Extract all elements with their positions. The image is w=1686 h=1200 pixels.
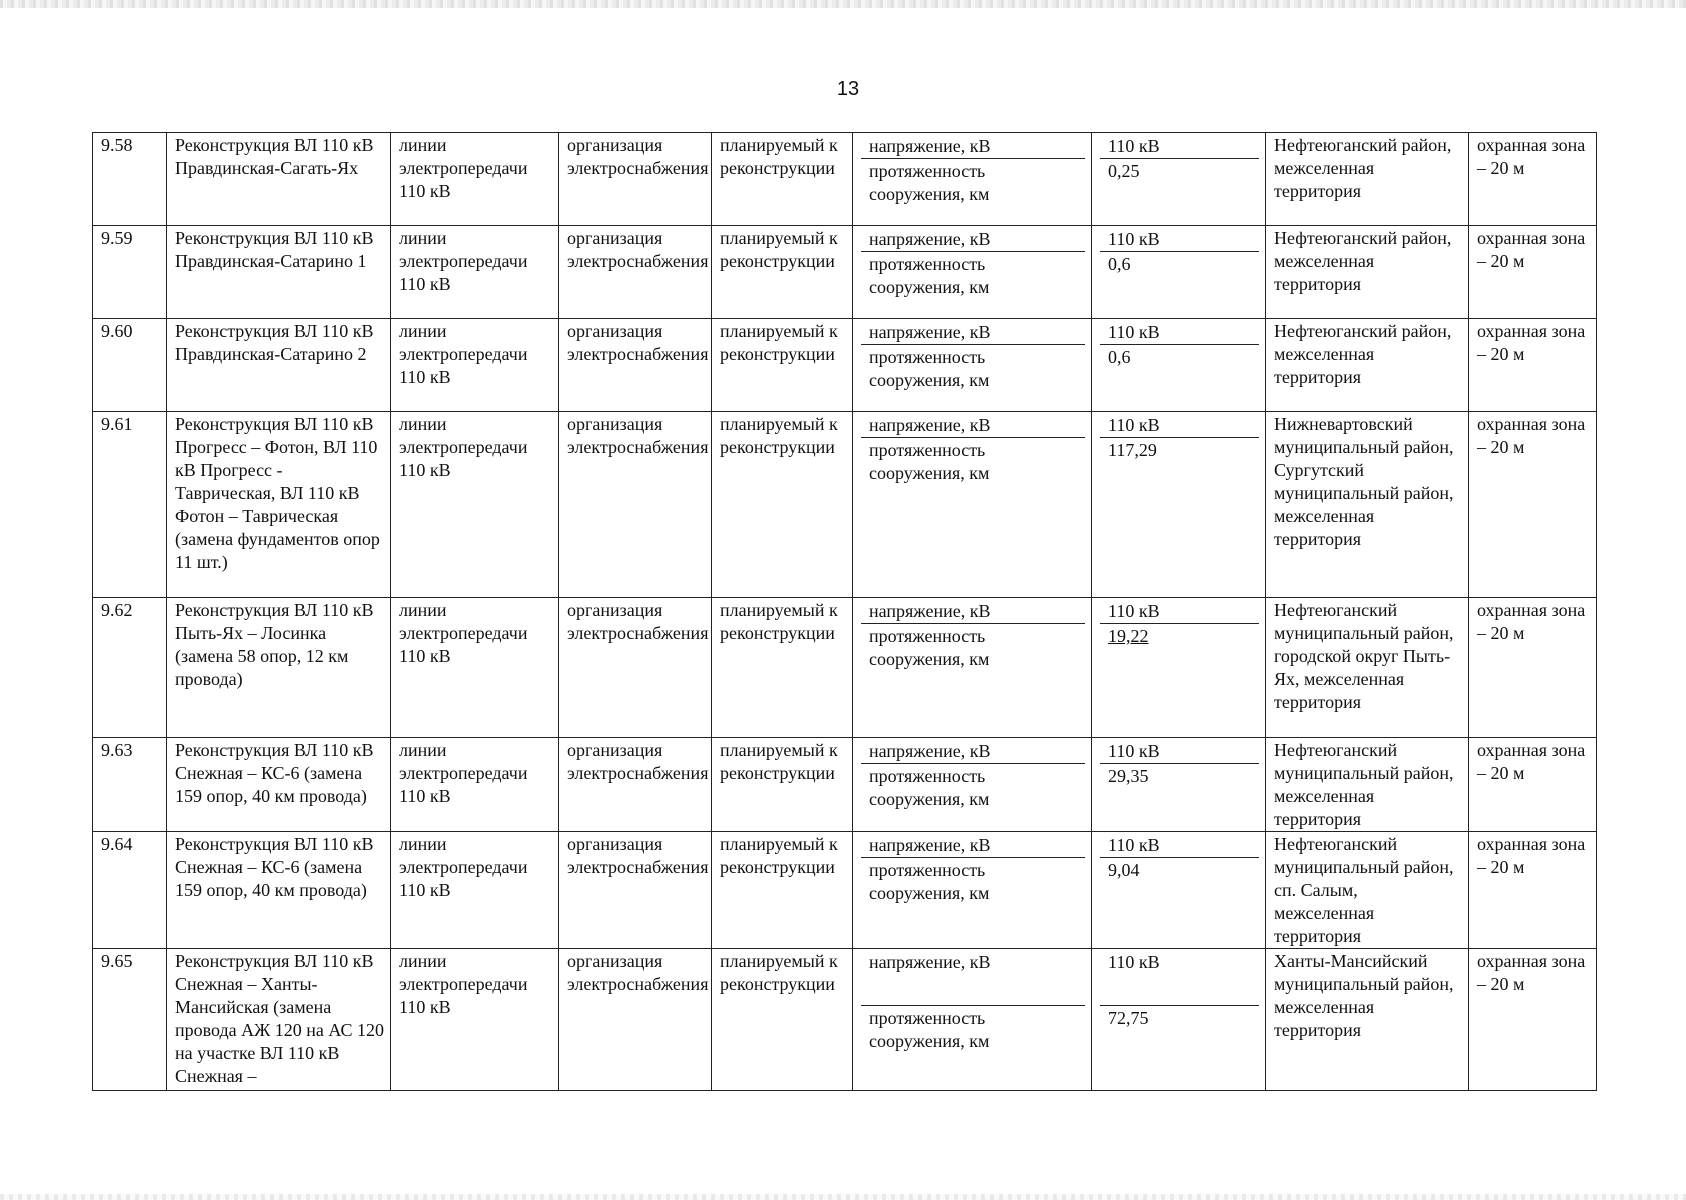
object-name: Реконструкция ВЛ 110 кВ Прогресс – Фотон, ВЛ 110 кВ Прогресс - Таврическая, ВЛ 110 кВ Фотон – Таврическая (замена фундаментов опор 11 шт.) xyxy=(167,412,391,598)
parameter-length-value: 0,25 xyxy=(1108,161,1140,181)
parameters-cell xyxy=(853,598,1092,738)
table-row xyxy=(93,738,1597,832)
object-zone: охранная зона – 20 м xyxy=(1469,412,1597,598)
row-number: 9.59 xyxy=(93,226,167,319)
object-purpose: организация электроснабжения xyxy=(559,319,712,412)
parameter-length-label: протяженность сооружения, км xyxy=(869,860,990,903)
object-zone: охранная зона – 20 м xyxy=(1469,133,1597,226)
values-cell xyxy=(1092,133,1266,226)
values-cell xyxy=(1092,598,1266,738)
object-type: линии электропередачи 110 кВ xyxy=(391,598,559,738)
parameters-cell xyxy=(853,226,1092,319)
object-status: планируемый к реконструкции xyxy=(712,133,853,226)
parameter-length-value: 19,22 xyxy=(1108,626,1149,646)
parameter-voltage-value: 110 кВ xyxy=(1100,833,1259,858)
parameter-length-label: протяженность сооружения, км xyxy=(869,766,990,809)
object-zone: охранная зона – 20 м xyxy=(1469,319,1597,412)
object-status: планируемый к реконструкции xyxy=(712,598,853,738)
object-name: Реконструкция ВЛ 110 кВ Правдинская-Сагать-Ях xyxy=(167,133,391,226)
parameter-voltage-label: напряжение, кВ xyxy=(861,134,1085,159)
object-name: Реконструкция ВЛ 110 кВ Пыть-Ях – Лосинка (замена 58 опор, 12 км провода) xyxy=(167,598,391,738)
parameter-voltage-label: напряжение, кВ xyxy=(861,739,1085,764)
object-type: линии электропередачи 110 кВ xyxy=(391,319,559,412)
object-zone: охранная зона – 20 м xyxy=(1469,226,1597,319)
row-number: 9.62 xyxy=(93,598,167,738)
scan-edge-top xyxy=(0,0,1686,8)
object-type: линии электропередачи 110 кВ xyxy=(391,133,559,226)
parameter-length-value: 0,6 xyxy=(1108,254,1131,274)
parameter-length-label: протяженность сооружения, км xyxy=(869,161,990,204)
object-location: Нефтеюганский муниципальный район, городской округ Пыть-Ях, межселенная территория xyxy=(1266,598,1469,738)
parameters-cell xyxy=(853,412,1092,598)
object-status: планируемый к реконструкции xyxy=(712,949,853,1091)
object-type: линии электропередачи 110 кВ xyxy=(391,226,559,319)
object-location: Нефтеюганский муниципальный район, сп. Салым, межселенная территория xyxy=(1266,832,1469,949)
parameter-length-value: 72,75 xyxy=(1108,1008,1149,1028)
object-status: планируемый к реконструкции xyxy=(712,319,853,412)
parameter-voltage-value: 110 кВ xyxy=(1100,599,1259,624)
object-name: Реконструкция ВЛ 110 кВ Правдинская-Сатарино 2 xyxy=(167,319,391,412)
object-status: планируемый к реконструкции xyxy=(712,412,853,598)
table-row xyxy=(93,133,1597,226)
object-purpose: организация электроснабжения xyxy=(559,832,712,949)
parameters-cell xyxy=(853,949,1092,1091)
object-type: линии электропередачи 110 кВ xyxy=(391,412,559,598)
parameter-voltage-label: напряжение, кВ xyxy=(861,833,1085,858)
parameter-length-label: протяженность сооружения, км xyxy=(869,440,990,483)
object-location: Нефтеюганский муниципальный район, межселенная территория xyxy=(1266,738,1469,832)
parameters-cell xyxy=(853,832,1092,949)
parameter-voltage-label: напряжение, кВ xyxy=(861,599,1085,624)
parameter-voltage-value: 110 кВ xyxy=(1100,134,1259,159)
object-location: Нефтеюганский район, межселенная территория xyxy=(1266,133,1469,226)
object-purpose: организация электроснабжения xyxy=(559,133,712,226)
parameters-cell xyxy=(853,738,1092,832)
parameter-length-value: 9,04 xyxy=(1108,860,1140,880)
table-row xyxy=(93,832,1597,949)
object-location: Нефтеюганский район, межселенная территория xyxy=(1266,319,1469,412)
object-purpose: организация электроснабжения xyxy=(559,226,712,319)
objects-table xyxy=(92,132,1597,1091)
parameter-length-value: 117,29 xyxy=(1108,440,1157,460)
parameter-length-label: протяженность сооружения, км xyxy=(869,1008,990,1051)
values-cell xyxy=(1092,226,1266,319)
object-zone: охранная зона – 20 м xyxy=(1469,832,1597,949)
row-number: 9.65 xyxy=(93,949,167,1091)
object-type: линии электропередачи 110 кВ xyxy=(391,832,559,949)
object-status: планируемый к реконструкции xyxy=(712,226,853,319)
parameter-voltage-value: 110 кВ xyxy=(1100,320,1259,345)
parameter-voltage-value: 110 кВ xyxy=(1100,227,1259,252)
object-status: планируемый к реконструкции xyxy=(712,738,853,832)
object-name: Реконструкция ВЛ 110 кВ Снежная – КС-6 (замена 159 опор, 40 км провода) xyxy=(167,832,391,949)
object-zone: охранная зона – 20 м xyxy=(1469,738,1597,832)
object-status: планируемый к реконструкции xyxy=(712,832,853,949)
object-location: Нижневартовский муниципальный район, Сургутский муниципальный район, межселенная территория xyxy=(1266,412,1469,598)
parameter-voltage-label: напряжение, кВ xyxy=(861,227,1085,252)
values-cell xyxy=(1092,738,1266,832)
row-number: 9.60 xyxy=(93,319,167,412)
parameter-voltage-value: 110 кВ xyxy=(1100,950,1259,1006)
table-row xyxy=(93,226,1597,319)
parameter-length-value: 0,6 xyxy=(1108,347,1131,367)
object-zone: охранная зона – 20 м xyxy=(1469,598,1597,738)
object-location: Нефтеюганский район, межселенная территория xyxy=(1266,226,1469,319)
object-name: Реконструкция ВЛ 110 кВ Снежная – КС-6 (замена 159 опор, 40 км провода) xyxy=(167,738,391,832)
values-cell xyxy=(1092,949,1266,1091)
object-purpose: организация электроснабжения xyxy=(559,598,712,738)
parameter-voltage-value: 110 кВ xyxy=(1100,413,1259,438)
table-row xyxy=(93,949,1597,1091)
object-name: Реконструкция ВЛ 110 кВ Снежная – Ханты-Мансийская (замена провода АЖ 120 на АС 120 на участке ВЛ 110 кВ Снежная – xyxy=(167,949,391,1091)
row-number: 9.61 xyxy=(93,412,167,598)
object-purpose: организация электроснабжения xyxy=(559,738,712,832)
object-purpose: организация электроснабжения xyxy=(559,412,712,598)
table-row xyxy=(93,412,1597,598)
parameter-voltage-label: напряжение, кВ xyxy=(861,413,1085,438)
values-cell xyxy=(1092,412,1266,598)
object-location: Ханты-Мансийский муниципальный район, межселенная территория xyxy=(1266,949,1469,1091)
object-type: линии электропередачи 110 кВ xyxy=(391,738,559,832)
row-number: 9.58 xyxy=(93,133,167,226)
object-purpose: организация электроснабжения xyxy=(559,949,712,1091)
parameter-length-label: протяженность сооружения, км xyxy=(869,347,990,390)
parameter-length-label: протяженность сооружения, км xyxy=(869,254,990,297)
parameter-voltage-label: напряжение, кВ xyxy=(861,320,1085,345)
object-name: Реконструкция ВЛ 110 кВ Правдинская-Сатарино 1 xyxy=(167,226,391,319)
parameters-cell xyxy=(853,133,1092,226)
page-number: 13 xyxy=(836,78,860,100)
scan-edge-bottom xyxy=(0,1194,1686,1200)
table-row xyxy=(93,319,1597,412)
row-number: 9.64 xyxy=(93,832,167,949)
table-row xyxy=(93,598,1597,738)
parameter-length-value: 29,35 xyxy=(1108,766,1149,786)
parameters-cell xyxy=(853,319,1092,412)
row-number: 9.63 xyxy=(93,738,167,832)
values-cell xyxy=(1092,832,1266,949)
object-type: линии электропередачи 110 кВ xyxy=(391,949,559,1091)
object-zone: охранная зона – 20 м xyxy=(1469,949,1597,1091)
parameter-voltage-value: 110 кВ xyxy=(1100,739,1259,764)
values-cell xyxy=(1092,319,1266,412)
parameter-length-label: протяженность сооружения, км xyxy=(869,626,990,669)
parameter-voltage-label: напряжение, кВ xyxy=(861,950,1085,1006)
